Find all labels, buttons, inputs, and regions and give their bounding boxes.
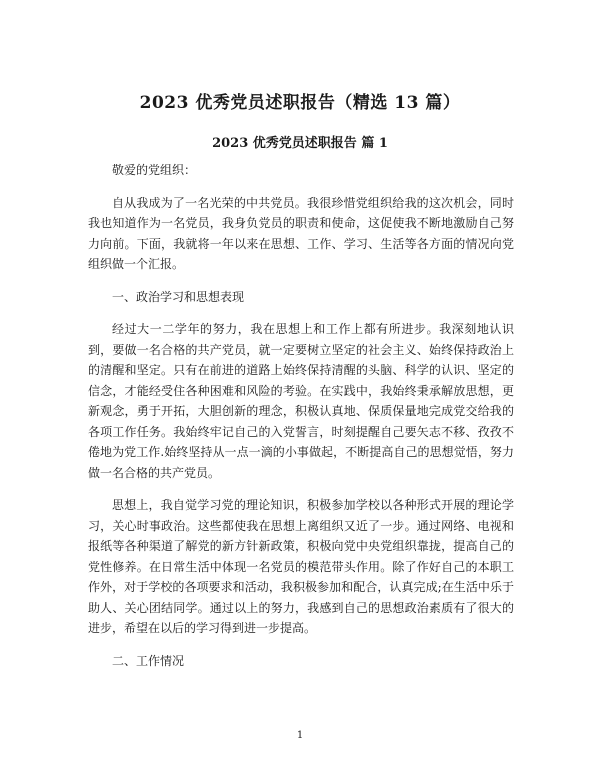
section-subtitle: 2023 优秀党员述职报告 篇 1 xyxy=(212,136,388,151)
section-heading-political: 一、政治学习和思想表现 xyxy=(112,289,245,304)
page-number: 1 xyxy=(296,730,304,741)
section-heading-work: 二、工作情况 xyxy=(112,653,185,668)
political-paragraph: 经过大一二学年的努力，我在思想上和工作上都有所进步。我深刻地认识到，要做一名合格的共产党员，就一定要树立坚定的社会主义、始终保持政治上的清醒和坚定。只有在前进的道路上始终保持清醒的头脑、科学的认识、坚定的信念，才能经受住各种困难和风险的考验。在实践中，我始终秉承解放思想，更新观念，勇于开拓，大胆创新的理念，积极认真地、保质保量地完成党交给我的各项工作任务。我始终牢记自己的入党誓言，时刻提醒自己要矢志不移、孜孜不倦地为党工作.始终坚持从一点一滴的小事做起，不断提高自己的思想觉悟，努力做一名合格的共产党员。 xyxy=(88,322,514,480)
salutation: 敬爱的党组织： xyxy=(112,163,197,177)
document-body xyxy=(88,160,514,683)
intro-paragraph: 自从我成为了一名光荣的中共党员。我很珍惜党组织给我的这次机会，同时我也知道作为一名党员，我身负党员的职责和使命，这促使我不断地激励自己努力向前。下面，我就将一年以来在思想、工作、学习、生活等各方面的情况向党组织做一个汇报。 xyxy=(88,195,514,271)
page-title: 2023 优秀党员述职报告（精选 13 篇） xyxy=(139,93,461,113)
thought-paragraph: 思想上，我自觉学习党的理论知识，积极参加学校以各种形式开展的理论学习，关心时事政治。这些都使我在思想上离组织又近了一步。通过网络、电视和报纸等各种渠道了解党的新方针新政策，积极向党中央党组织靠拢，提高自己的党性修养。在日常生活中体现一名党员的模范带头作用。除了作好自己的本职工作外，对于学校的各项要求和活动，我积极参加和配合，认真完成;在生活中乐于助人、关心团结同学。通过以上的努力，我感到自己的思想政治素质有了很大的进步，希望在以后的学习得到进一步提高。 xyxy=(88,498,514,635)
